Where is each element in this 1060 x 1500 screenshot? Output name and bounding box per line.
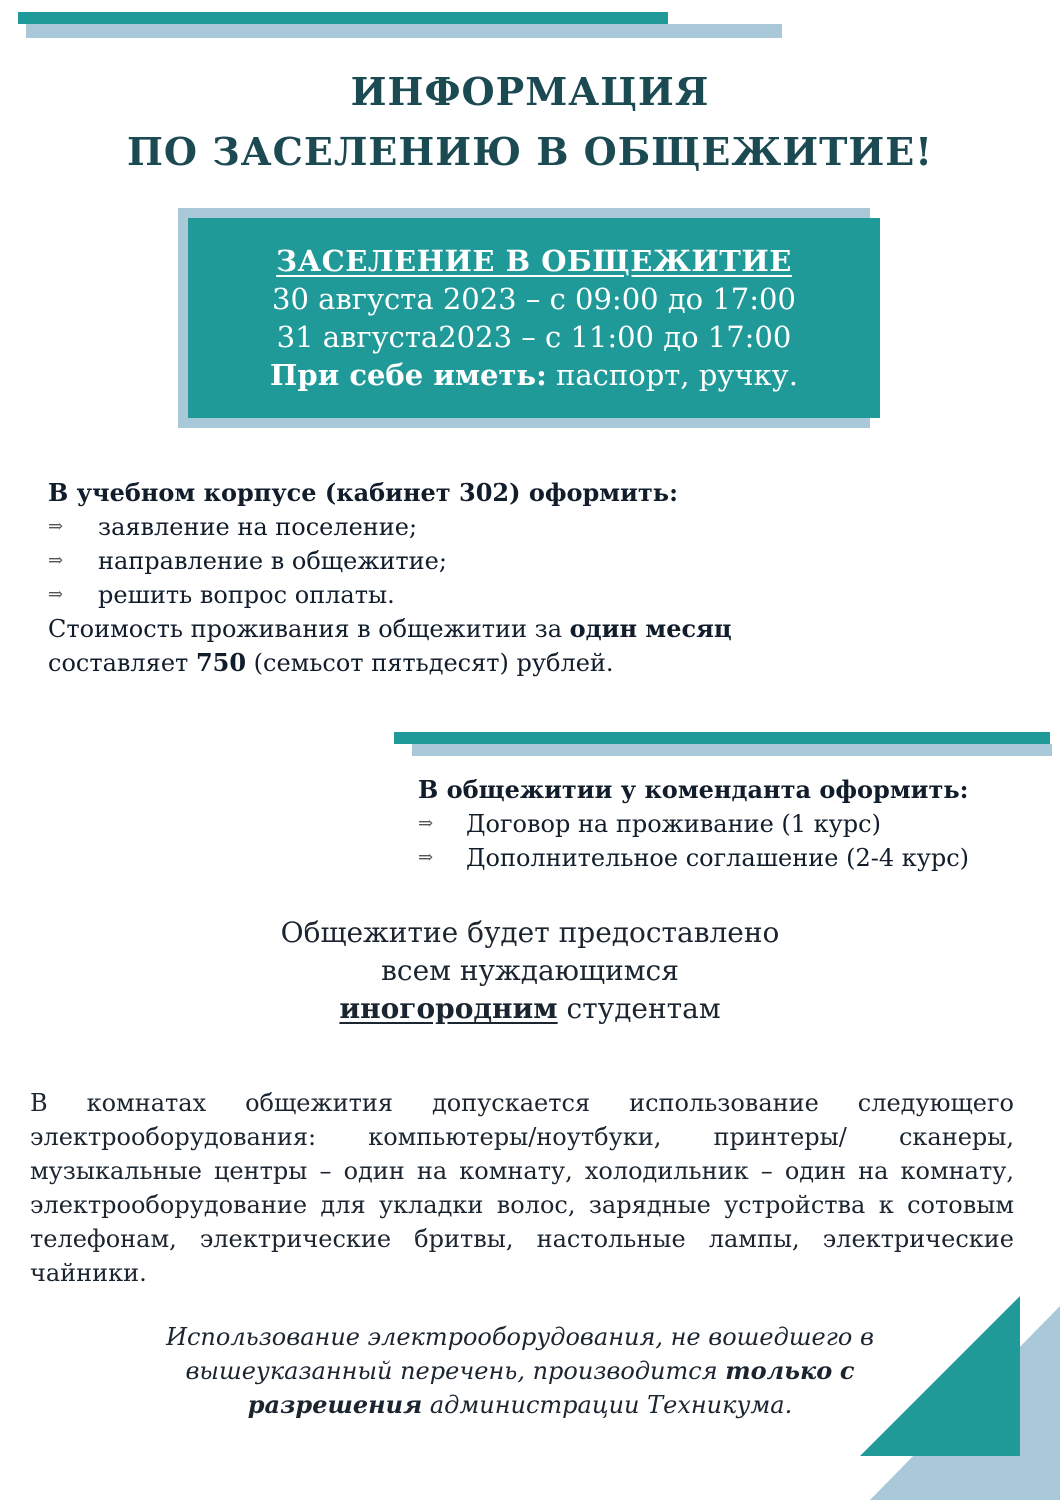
- top-decor-bar-light: [26, 24, 782, 38]
- list-item: ⇒ заявление на поселение;: [48, 510, 948, 544]
- mid-decor-bar-light: [412, 744, 1052, 756]
- list-item: ⇒ Договор на проживание (1 курс): [418, 807, 1048, 841]
- mid-decor-bar-teal: [394, 732, 1050, 744]
- settlement-date-1: 30 августа 2023 – с 09:00 до 17:00: [272, 282, 796, 316]
- cost-line-2: составляет 750 (семьсот пятьдесят) рублей.: [48, 648, 614, 677]
- arrow-icon: ⇒: [48, 516, 64, 537]
- settlement-heading: ЗАСЕЛЕНИЕ В ОБЩЕЖИТИЕ: [276, 244, 792, 278]
- top-decor-bar-teal: [18, 12, 668, 24]
- bring-items: паспорт, ручку.: [546, 358, 798, 392]
- dorm-section: [418, 773, 1048, 875]
- provision-block: Общежитие будет предоставлено всем нуждающимся иногородним студентам: [280, 916, 780, 1025]
- provision-bold: иногородним: [339, 992, 558, 1025]
- cost-line-1: Стоимость проживания в общежитии за один месяц: [48, 614, 732, 643]
- page-title: [0, 62, 1060, 182]
- campus-heading: В учебном корпусе (кабинет 302) оформить:: [48, 478, 678, 507]
- equipment-paragraph: В комнатах общежития допускается использование следующего электрооборудования: компьютеры/ноутбуки, принтеры/ сканеры, музыкальные центры – один на комнату, холодильник – один на комнату, электрооборудование для укладки волос, зарядные устройства к сотовым телефонам, электрические бритвы, настольные лампы, электрические чайники.: [30, 1089, 1014, 1287]
- list-item: ⇒ направление в общежитие;: [48, 544, 948, 578]
- arrow-icon: ⇒: [418, 847, 434, 868]
- dorm-heading: В общежитии у коменданта оформить:: [418, 775, 969, 804]
- arrow-icon: ⇒: [48, 550, 64, 571]
- list-item: ⇒ решить вопрос оплаты.: [48, 578, 948, 612]
- bring-label: При себе иметь:: [270, 358, 547, 392]
- usage-note: Использование электрооборудования, не вошедшего в вышеуказанный перечень, производится только с разрешения администрации Техникума.: [166, 1323, 874, 1419]
- arrow-icon: ⇒: [48, 584, 64, 605]
- settlement-date-2: 31 августа2023 – с 11:00 до 17:00: [276, 320, 792, 354]
- title-line-1: ИНФОРМАЦИЯ: [350, 69, 710, 114]
- list-item: ⇒ Дополнительное соглашение (2-4 курс): [418, 841, 1048, 875]
- arrow-icon: ⇒: [418, 813, 434, 834]
- campus-section: [48, 476, 948, 680]
- settlement-bring: [188, 356, 880, 394]
- settlement-box: [188, 218, 880, 418]
- title-line-2: ПО ЗАСЕЛЕНИЮ В ОБЩЕЖИТИЕ!: [127, 129, 933, 174]
